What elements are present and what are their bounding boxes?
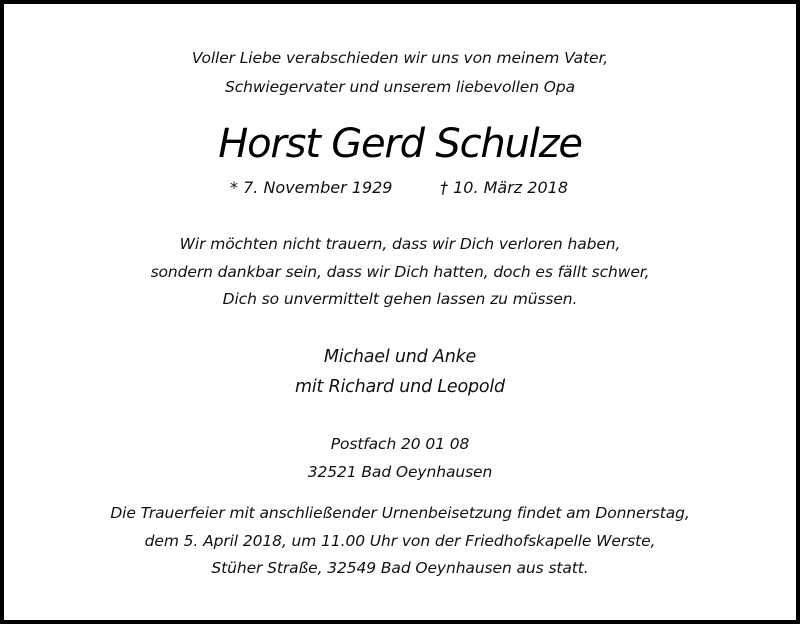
death-date: † 10. März 2018	[440, 178, 569, 197]
birth-date: * 7. November 1929	[230, 178, 393, 197]
ceremony-line-3: Stüher Straße, 32549 Bad Oeynhausen aus statt.	[211, 559, 589, 577]
mourners-line-1: Michael und Anke	[323, 347, 477, 367]
mourners-line-2: mit Richard und Leopold	[295, 377, 505, 397]
intro-line-1: Voller Liebe verabschieden wir uns von meinem Vater,	[191, 49, 609, 67]
address-line-2: 32521 Bad Oeynhausen	[307, 463, 493, 481]
life-dates	[4, 178, 796, 202]
intro-line-2: Schwiegervater und unserem liebevollen Opa	[224, 78, 576, 96]
verse-line-1: Wir möchten nicht trauern, dass wir Dich verloren haben,	[179, 235, 621, 253]
deceased-name: Horst Gerd Schulze	[218, 121, 582, 167]
address-line-1: Postfach 20 01 08	[330, 435, 470, 453]
verse-line-3: Dich so unvermittelt gehen lassen zu müssen.	[222, 290, 578, 308]
ceremony-line-1: Die Trauerfeier mit anschließender Urnenbeisetzung findet am Donnerstag,	[110, 504, 690, 522]
ceremony-line-2: dem 5. April 2018, um 11.00 Uhr von der Friedhofskapelle Werste,	[144, 532, 656, 550]
verse-line-2: sondern dankbar sein, dass wir Dich hatten, doch es fällt schwer,	[150, 263, 650, 281]
